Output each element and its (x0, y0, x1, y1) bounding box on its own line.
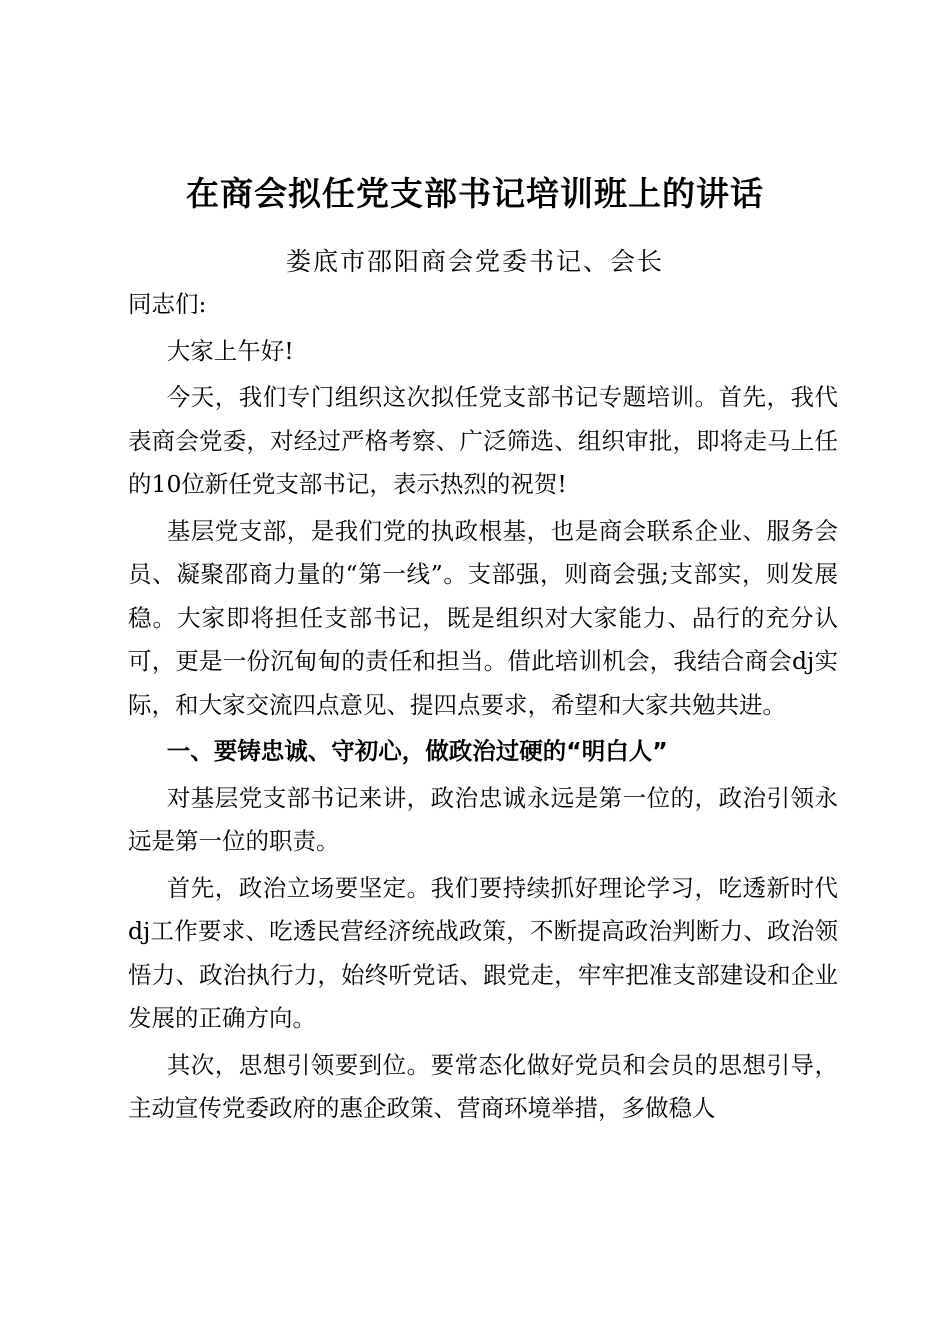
speaker-line: 娄底市邵阳商会党委书记、会长 (285, 247, 664, 276)
document-body (128, 283, 838, 1131)
paragraph-context: 基层党支部，是我们党的执政根基，也是商会联系企业、服务会员、凝聚邵商力量的“第一线”。支部强，则商会强;支部实，则发展稳。大家即将担任支部书记，既是组织对大家能力、品行的充分认可，更是一份沉甸甸的责任和担当。借此培训机会，我结合商会dj实际，和大家交流四点意见、提四点要求，希望和大家共勉共进。 (128, 516, 838, 719)
section-heading-1: 一、要铸忠诚、守初心，做政治过硬的“明白人” (166, 737, 668, 765)
paragraph-intro: 今天，我们专门组织这次拟任党支部书记专题培训。首先，我代表商会党委，对经过严格考察、广泛筛选、组织审批，即将走马上任的10位新任党支部书记，表示热烈的祝贺! (128, 383, 838, 498)
section1-paragraph: 首先，政治立场要坚定。我们要持续抓好理论学习，吃透新时代dj工作要求、吃透民营经济统战政策，不断提高政治判断力、政治领悟力、政治执行力，始终听党话、跟党走，牢牢把准支部建设和企业发展的正确方向。 (128, 873, 838, 1032)
salutation: 同志们: (128, 290, 207, 318)
section1-paragraph: 对基层党支部书记来讲，政治忠诚永远是第一位的，政治引领永远是第一位的职责。 (128, 783, 838, 855)
section1-paragraph: 其次，思想引领要到位。要常态化做好党员和会员的思想引导，主动宣传党委政府的惠企政策、营商环境举措，多做稳人 (128, 1050, 838, 1122)
paragraph-greeting: 大家上午好! (166, 336, 294, 365)
document-title: 在商会拟任党支部书记培训班上的讲话 (186, 174, 764, 213)
